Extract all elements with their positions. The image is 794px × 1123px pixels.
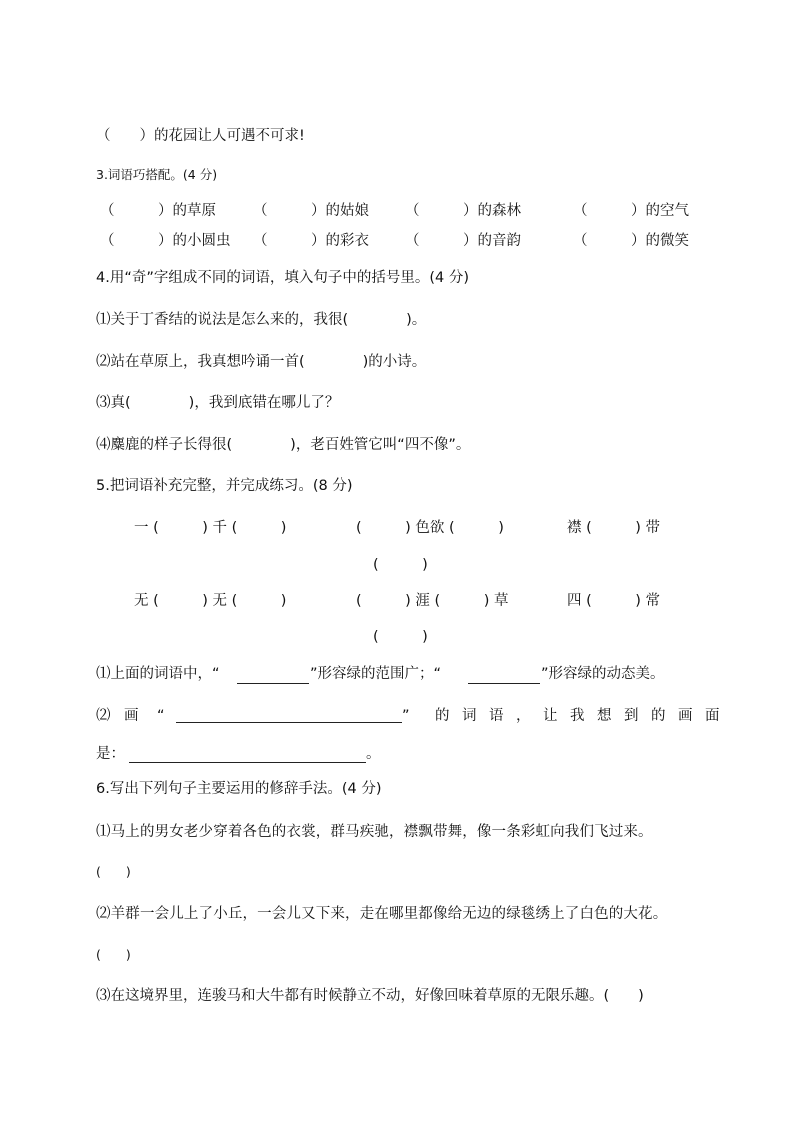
q5-sub-1-part-b: ”形容绿的范围广；“ [310,666,442,682]
q5-sub-2-char: 面 [705,708,720,724]
q5-idiom: 一 ( ) 千 ( ) [134,520,287,536]
answer-blank[interactable] [129,761,366,763]
q5-idiom: ( ) 色欲 ( ) [356,520,504,536]
q4-sentence-2: ⑵站在草原上，我真想吟诵一首( )的小诗。 [96,354,427,370]
q3-item: （ ）的空气 [573,203,689,219]
q5-sub-1-part-c: ”形容绿的动态美。 [541,666,665,682]
q5-sub-2-char: “ [157,708,165,724]
question-3-title: 3.词语巧搭配。(4 分) [96,167,218,182]
q6-sentence-2: ⑵羊群一会儿上了小丘，一会儿又下来，走在哪里都像给无边的绿毯绣上了白色的大花。 [96,906,668,922]
q5-sub-2-continuation: 是： [96,746,125,762]
q5-sub-2-char: ⑵ [96,708,111,724]
q5-sub-2-char: 语 [489,708,504,724]
q5-sub-2-char: ” [402,708,410,724]
question-5-title: 5.把词语补充完整，并完成练习。(8 分) [96,478,353,494]
q5-sub-2-char: 画 [678,708,693,724]
q5-sub-2-char: 我 [570,708,585,724]
q5-idiom: ( ) 涯 ( ) 草 [356,593,509,609]
q3-item: （ ）的彩衣 [253,233,369,249]
q3-item: （ ）的姑娘 [253,203,369,219]
q3-item: （ ）的小圆虫 [100,233,231,249]
q6-answer-2[interactable]: ( ) [96,947,131,962]
q5-idiom: 无 ( ) 无 ( ) [134,593,287,609]
q5-sub-2-char: 词 [462,708,477,724]
q5-sub-2-char: ， [516,708,531,724]
q5-idiom-extra: ( ) [373,557,428,573]
q3-item: （ ）的森林 [405,203,521,219]
q3-item: （ ）的草原 [100,203,216,219]
q4-sentence-1: ⑴关于丁香结的说法是怎么来的，我很( )。 [96,312,427,328]
answer-blank[interactable] [468,682,540,684]
q5-idiom: 四 ( ) 常 [567,593,661,609]
answer-blank[interactable] [237,682,309,684]
q5-sub-2-char: 画 [124,708,139,724]
fill-in-line-garden: （ ）的花园让人可遇不可求! [96,128,305,144]
q6-sentence-3: ⑶在这境界里，连骏马和大牛都有时候静立不动，好像回味着草原的无限乐趣。( ) [96,988,644,1004]
q5-idiom: 襟 ( ) 带 [567,520,661,536]
q4-sentence-4: ⑷麋鹿的样子长得很( )，老百姓管它叫“四不像”。 [96,437,471,453]
q5-idiom-extra: ( ) [373,629,428,645]
q5-sub-2-period: 。 [366,746,381,762]
q5-sub-2-char: 的 [651,708,666,724]
q3-item: （ ）的音韵 [405,233,521,249]
q4-sentence-3: ⑶真( )，我到底错在哪儿了？ [96,395,340,411]
q5-sub-2-char: 的 [435,708,450,724]
q6-sentence-1: ⑴马上的男女老少穿着各色的衣裳，群马疾驰，襟飘带舞，像一条彩虹向我们飞过来。 [96,824,653,840]
q5-sub-2-line [96,706,720,728]
answer-blank[interactable] [176,721,402,723]
q6-answer-1[interactable]: ( ) [96,864,131,879]
question-6-title: 6.写出下列句子主要运用的修辞手法。(4 分) [96,781,382,797]
question-4-title: 4.用“奇”字组成不同的词语，填入句子中的括号里。(4 分) [96,270,470,286]
q5-sub-2-char: 到 [624,708,639,724]
q5-sub-2-char: 让 [543,708,558,724]
q5-sub-2-char: 想 [597,708,612,724]
q3-item: （ ）的微笑 [573,233,689,249]
q5-sub-1-part-a: ⑴上面的词语中，“ [96,666,220,682]
